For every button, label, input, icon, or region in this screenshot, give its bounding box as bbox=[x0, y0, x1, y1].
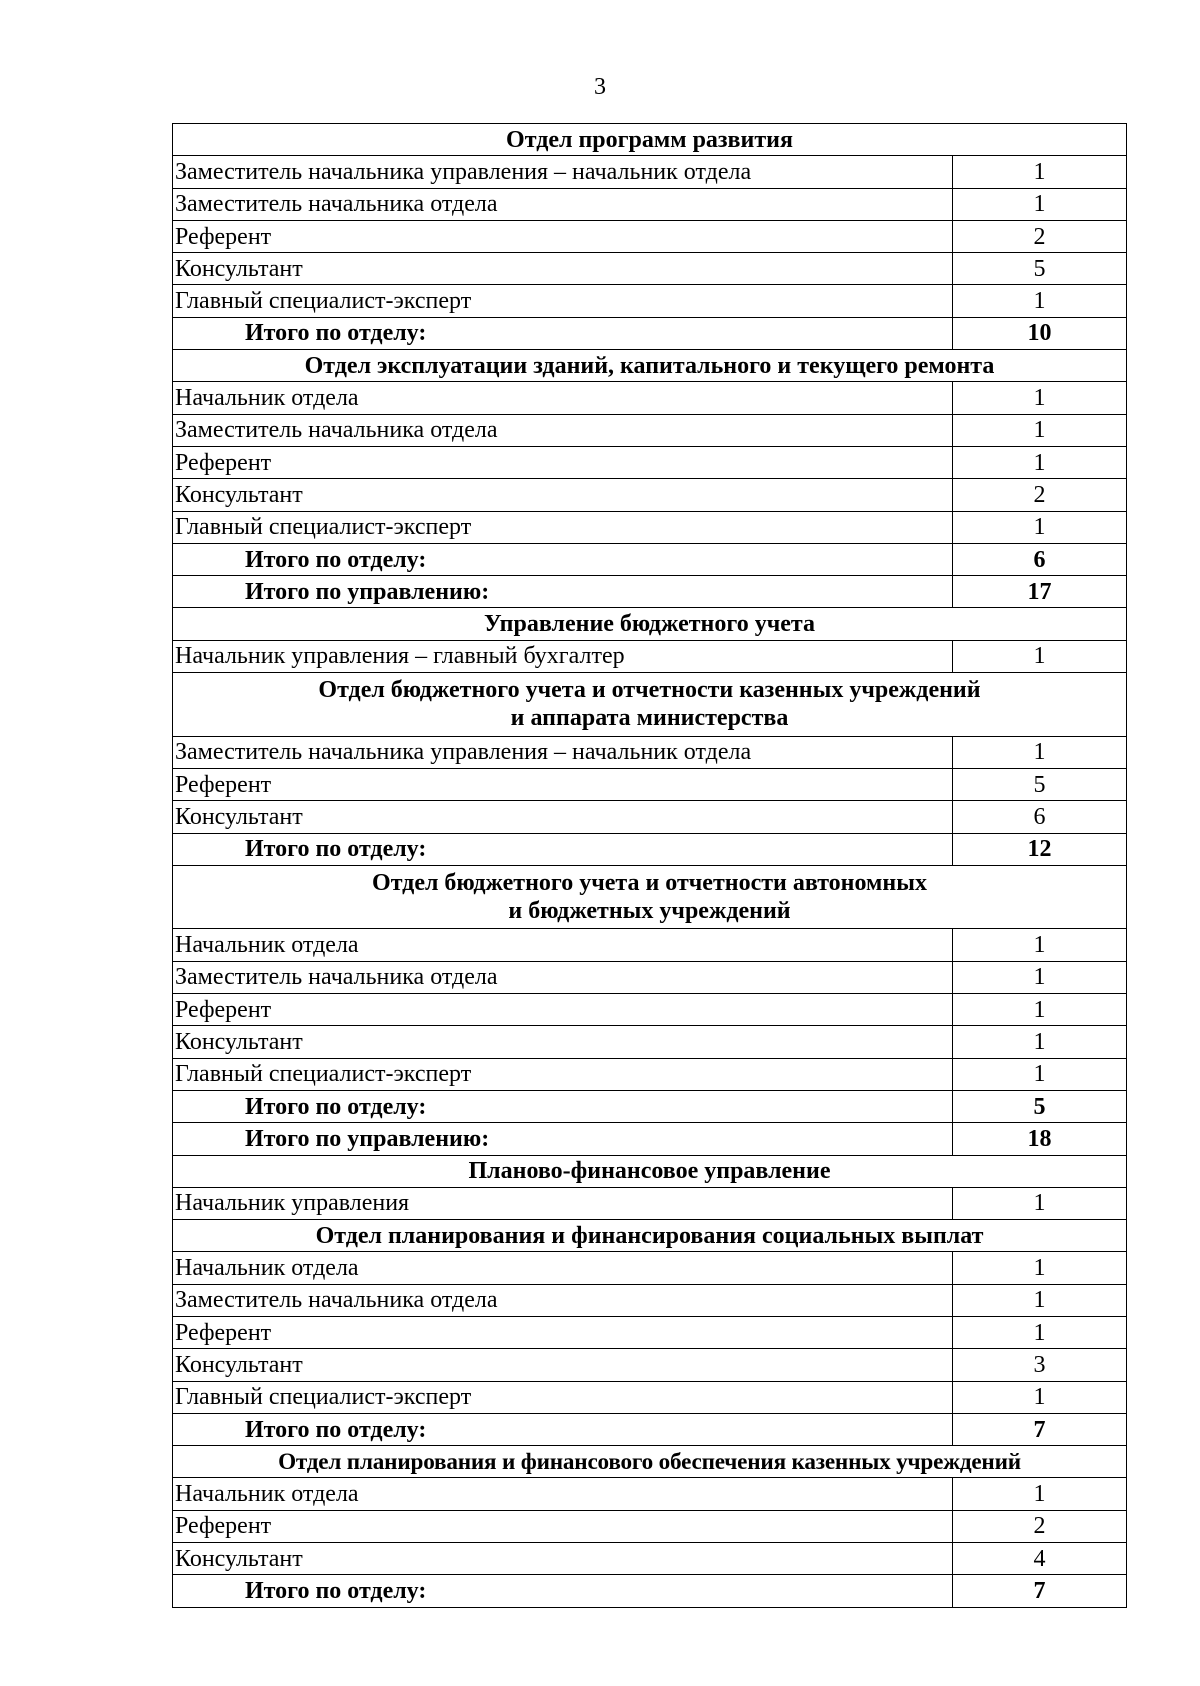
position-row bbox=[173, 188, 1127, 220]
position-row bbox=[173, 961, 1127, 993]
total-count: 5 bbox=[953, 1090, 1127, 1122]
section-title-line: Отдел эксплуатации зданий, капитального и текущего ремонта bbox=[304, 352, 995, 379]
section-header-row bbox=[173, 124, 1127, 156]
total-row bbox=[173, 1123, 1127, 1155]
position-row bbox=[173, 1252, 1127, 1284]
position-count: 1 bbox=[953, 1026, 1127, 1058]
staffing-table bbox=[172, 123, 1127, 1608]
section-title-line: Планово-финансовое управление bbox=[468, 1158, 831, 1185]
section-title-line: Отдел бюджетного учета и отчетности казенных учреждений bbox=[318, 677, 981, 704]
position-count: 2 bbox=[953, 220, 1127, 252]
position-title: Консультант bbox=[173, 1543, 953, 1575]
section-title-line: Управление бюджетного учета bbox=[484, 611, 815, 638]
position-title: Консультант bbox=[173, 479, 953, 511]
position-title: Главный специалист-эксперт bbox=[173, 511, 953, 543]
section-title bbox=[173, 865, 1127, 929]
position-title: Референт bbox=[173, 1510, 953, 1542]
position-row bbox=[173, 1187, 1127, 1219]
section-title bbox=[173, 1155, 1127, 1187]
position-count: 1 bbox=[953, 994, 1127, 1026]
position-row bbox=[173, 801, 1127, 833]
position-title: Заместитель начальника управления – начальник отдела bbox=[173, 156, 953, 188]
position-row bbox=[173, 511, 1127, 543]
position-row bbox=[173, 382, 1127, 414]
position-title: Консультант bbox=[173, 253, 953, 285]
section-title bbox=[173, 1446, 1127, 1478]
section-title-line: Отдел бюджетного учета и отчетности автономных bbox=[372, 870, 927, 897]
total-count: 12 bbox=[953, 833, 1127, 865]
total-label: Итого по отделу: bbox=[173, 543, 953, 575]
position-title: Консультант bbox=[173, 1026, 953, 1058]
position-row bbox=[173, 253, 1127, 285]
position-count: 6 bbox=[953, 801, 1127, 833]
total-row bbox=[173, 1090, 1127, 1122]
position-row bbox=[173, 285, 1127, 317]
section-header-row bbox=[173, 1446, 1127, 1478]
section-title bbox=[173, 124, 1127, 156]
position-count: 1 bbox=[953, 511, 1127, 543]
position-row bbox=[173, 1510, 1127, 1542]
position-count: 3 bbox=[953, 1349, 1127, 1381]
section-title-line: и аппарата министерства bbox=[510, 705, 789, 732]
section-title-line: Отдел планирования и финансового обеспечения казенных учреждений bbox=[278, 1448, 1021, 1475]
staffing-table-body bbox=[173, 124, 1127, 1608]
total-row bbox=[173, 1575, 1127, 1607]
section-header-row bbox=[173, 1220, 1127, 1252]
position-title: Главный специалист-эксперт bbox=[173, 1381, 953, 1413]
total-count: 10 bbox=[953, 317, 1127, 349]
section-title bbox=[173, 1220, 1127, 1252]
position-row bbox=[173, 736, 1127, 768]
total-row bbox=[173, 833, 1127, 865]
position-title: Заместитель начальника отдела bbox=[173, 188, 953, 220]
total-row bbox=[173, 317, 1127, 349]
position-title: Референт bbox=[173, 994, 953, 1026]
position-count: 1 bbox=[953, 1058, 1127, 1090]
position-count: 1 bbox=[953, 1478, 1127, 1510]
position-row bbox=[173, 156, 1127, 188]
position-count: 1 bbox=[953, 188, 1127, 220]
total-row bbox=[173, 576, 1127, 608]
total-label: Итого по управлению: bbox=[173, 1123, 953, 1155]
section-title-line: Отдел программ развития bbox=[506, 126, 793, 153]
position-count: 1 bbox=[953, 1187, 1127, 1219]
position-count: 1 bbox=[953, 961, 1127, 993]
position-row bbox=[173, 768, 1127, 800]
position-row bbox=[173, 929, 1127, 961]
section-header-row bbox=[173, 608, 1127, 640]
page-number: 3 bbox=[594, 74, 606, 100]
total-count: 17 bbox=[953, 576, 1127, 608]
position-title: Главный специалист-эксперт bbox=[173, 1058, 953, 1090]
section-header-row bbox=[173, 865, 1127, 929]
position-row bbox=[173, 1349, 1127, 1381]
position-title: Референт bbox=[173, 1316, 953, 1348]
position-row bbox=[173, 1543, 1127, 1575]
section-title-line: Отдел планирования и финансирования социальных выплат bbox=[315, 1222, 984, 1249]
position-title: Заместитель начальника управления – начальник отдела bbox=[173, 736, 953, 768]
position-title: Консультант bbox=[173, 801, 953, 833]
position-count: 1 bbox=[953, 156, 1127, 188]
total-label: Итого по отделу: bbox=[173, 1575, 953, 1607]
position-count: 1 bbox=[953, 1316, 1127, 1348]
position-title: Начальник управления – главный бухгалтер bbox=[173, 640, 953, 672]
position-title: Начальник отдела bbox=[173, 929, 953, 961]
position-row bbox=[173, 220, 1127, 252]
position-count: 1 bbox=[953, 1284, 1127, 1316]
position-count: 1 bbox=[953, 446, 1127, 478]
position-count: 1 bbox=[953, 736, 1127, 768]
position-title: Референт bbox=[173, 220, 953, 252]
total-row bbox=[173, 543, 1127, 575]
position-title: Заместитель начальника отдела bbox=[173, 1284, 953, 1316]
position-title: Начальник отдела bbox=[173, 382, 953, 414]
position-title: Заместитель начальника отдела bbox=[173, 961, 953, 993]
total-label: Итого по отделу: bbox=[173, 833, 953, 865]
position-row bbox=[173, 1478, 1127, 1510]
section-header-row bbox=[173, 350, 1127, 382]
position-row bbox=[173, 1026, 1127, 1058]
position-title: Начальник отдела bbox=[173, 1252, 953, 1284]
position-row bbox=[173, 479, 1127, 511]
position-title: Начальник отдела bbox=[173, 1478, 953, 1510]
position-count: 1 bbox=[953, 1252, 1127, 1284]
position-row bbox=[173, 1058, 1127, 1090]
position-count: 4 bbox=[953, 1543, 1127, 1575]
position-row bbox=[173, 994, 1127, 1026]
total-label: Итого по отделу: bbox=[173, 317, 953, 349]
position-row bbox=[173, 446, 1127, 478]
position-row bbox=[173, 1381, 1127, 1413]
section-header-row bbox=[173, 673, 1127, 737]
section-title bbox=[173, 608, 1127, 640]
position-title: Начальник управления bbox=[173, 1187, 953, 1219]
section-title bbox=[173, 673, 1127, 737]
position-count: 1 bbox=[953, 929, 1127, 961]
position-title: Референт bbox=[173, 768, 953, 800]
total-count: 7 bbox=[953, 1413, 1127, 1445]
position-count: 1 bbox=[953, 1381, 1127, 1413]
position-row bbox=[173, 414, 1127, 446]
total-count: 7 bbox=[953, 1575, 1127, 1607]
position-title: Заместитель начальника отдела bbox=[173, 414, 953, 446]
position-title: Референт bbox=[173, 446, 953, 478]
position-title: Консультант bbox=[173, 1349, 953, 1381]
total-row bbox=[173, 1413, 1127, 1445]
total-count: 18 bbox=[953, 1123, 1127, 1155]
total-label: Итого по отделу: bbox=[173, 1090, 953, 1122]
total-count: 6 bbox=[953, 543, 1127, 575]
section-header-row bbox=[173, 1155, 1127, 1187]
position-count: 1 bbox=[953, 640, 1127, 672]
position-row bbox=[173, 1284, 1127, 1316]
position-count: 5 bbox=[953, 768, 1127, 800]
position-count: 2 bbox=[953, 479, 1127, 511]
total-label: Итого по отделу: bbox=[173, 1413, 953, 1445]
position-row bbox=[173, 1316, 1127, 1348]
position-count: 1 bbox=[953, 414, 1127, 446]
section-title-line: и бюджетных учреждений bbox=[508, 898, 791, 925]
position-title: Главный специалист-эксперт bbox=[173, 285, 953, 317]
position-count: 1 bbox=[953, 382, 1127, 414]
position-count: 1 bbox=[953, 285, 1127, 317]
total-label: Итого по управлению: bbox=[173, 576, 953, 608]
section-title bbox=[173, 350, 1127, 382]
position-count: 5 bbox=[953, 253, 1127, 285]
position-count: 2 bbox=[953, 1510, 1127, 1542]
position-row bbox=[173, 640, 1127, 672]
